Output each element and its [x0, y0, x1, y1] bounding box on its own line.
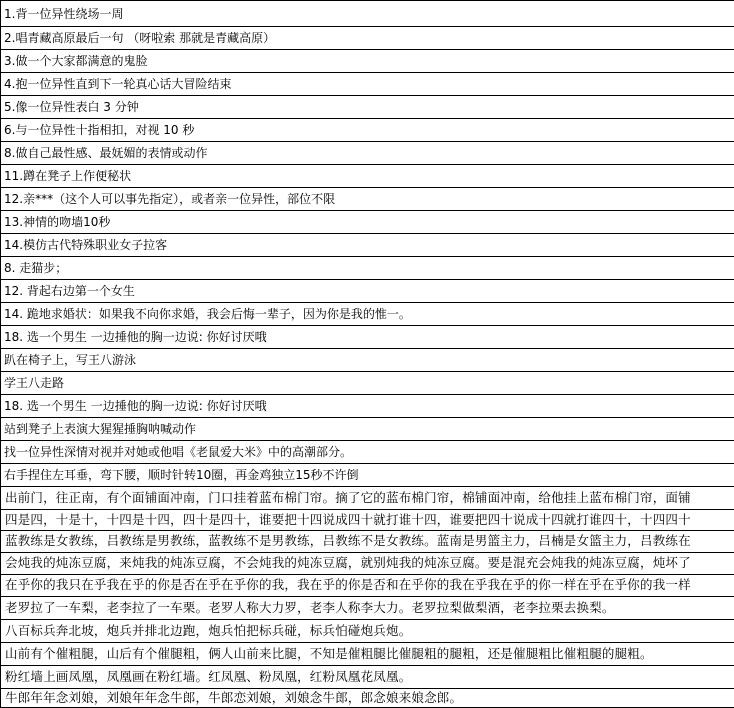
table-row: 趴在椅子上，写王八游泳 — [1, 349, 734, 372]
table-row: 14.模仿古代特殊职业女子拉客 — [1, 234, 734, 257]
table-row: 18. 选一个男生 一边捶他的胸一边说: 你好讨厌哦 — [1, 326, 734, 349]
table-row: 5.像一位异性表白 3 分钟 — [1, 96, 734, 119]
table-row: 蓝教练是女教练，吕教练是男教练，蓝教练不是男教练，吕教练不是女教练。蓝南是男篮主力，吕楠是女篮主力，吕教练在 — [1, 531, 734, 553]
table-row: 在乎你的我只在乎我在乎的你是否在乎在乎你的我，我在乎的你是否和在乎你的我在乎我在乎的你一样在乎在乎你的我一样 — [1, 575, 734, 597]
table-row: 2.唱青藏高原最后一句 （呀啦索 那就是青藏高原） — [1, 27, 734, 50]
table-row: 学王八走路 — [1, 372, 734, 395]
table-row: 14. 跪地求婚状：如果我不向你求婚，我会后悔一辈子，因为你是我的惟一。 — [1, 303, 734, 326]
table-row: 18. 选一个男生 一边捶他的胸一边说: 你好讨厌哦 — [1, 395, 734, 418]
table-row: 粉红墙上画凤凰，凤凰画在粉红墙。红凤凰、粉凤凰，红粉凤凰花凤凰。 — [1, 666, 734, 689]
table-row: 老罗拉了一车梨，老李拉了一车栗。老罗人称大力罗，老李人称李大力。老罗拉梨做梨酒，老李拉栗去换梨。 — [1, 597, 734, 620]
table-row: 1.背一位异性绕场一周 — [1, 0, 734, 27]
table-row: 站到凳子上表演大猩猩捶胸呐喊动作 — [1, 418, 734, 441]
table-row: 八百标兵奔北坡，炮兵并排北边跑，炮兵怕把标兵碰，标兵怕碰炮兵炮。 — [1, 620, 734, 643]
table-row: 牛郎年年念刘娘，刘娘年年念牛郎，牛郎恋刘娘，刘娘念牛郎，郎念娘来娘念郎。 — [1, 689, 734, 708]
table-row: 13.神情的吻墙10秒 — [1, 211, 734, 234]
table-row: 11.蹲在凳子上作便秘状 — [1, 165, 734, 188]
table-row: 12.亲***（这个人可以事先指定），或者亲一位异性，部位不限 — [1, 188, 734, 211]
table-row: 找一位异性深情对视并对她或他唱《老鼠爱大米》中的高潮部分。 — [1, 441, 734, 464]
table-row: 右手捏住左耳垂，弯下腰，顺时针转10圈，再金鸡独立15秒不许倒 — [1, 464, 734, 487]
table-row: 四是四，十是十，十四是十四，四十是四十，谁要把十四说成四十就打谁十四，谁要把四十说成十四就打谁四十，十四四十 — [1, 510, 734, 531]
table-row: 8.做自己最性感、最妩媚的表情或动作 — [1, 142, 734, 165]
table-row: 山前有个催粗腿，山后有个催腿粗，俩人山前来比腿，不知是催粗腿比催腿粗的腿粗，还是催腿粗比催粗腿的腿粗。 — [1, 643, 734, 666]
table-row: 6.与一位异性十指相扣，对视 10 秒 — [1, 119, 734, 142]
table-row: 8. 走猫步； — [1, 257, 734, 280]
table-row: 3.做一个大家都满意的鬼脸 — [1, 50, 734, 73]
table-row: 会炖我的炖冻豆腐，来炖我的炖冻豆腐，不会炖我的炖冻豆腐，就别炖我的炖冻豆腐。要是混充会炖我的炖冻豆腐，炖坏了 — [1, 553, 734, 575]
table-row: 出前门，往正南，有个面铺面冲南，门口挂着蓝布棉门帘。摘了它的蓝布棉门帘，棉铺面冲南，给他挂上蓝布棉门帘，面铺 — [1, 487, 734, 510]
table-row: 12. 背起右边第一个女生 — [1, 280, 734, 303]
table-row: 4.抱一位异性直到下一轮真心话大冒险结束 — [1, 73, 734, 96]
